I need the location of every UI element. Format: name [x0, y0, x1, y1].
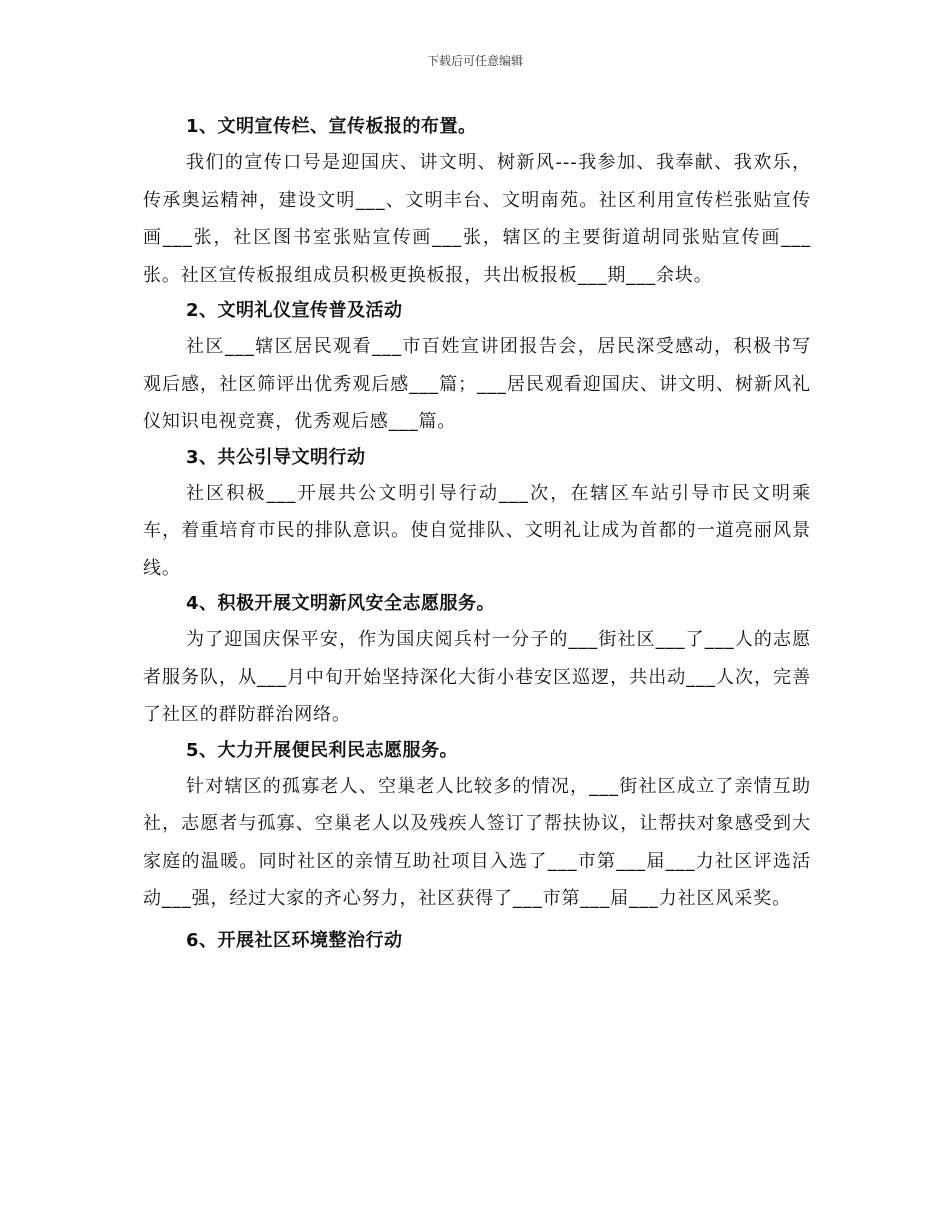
section-heading: 2、文明礼仪宣传普及活动: [186, 300, 403, 321]
section-heading: 3、共公引导文明行动: [186, 446, 366, 468]
section-heading-6: 6、开展社区环境整治行动: [186, 929, 403, 951]
section-4: [143, 587, 811, 734]
section-heading: 4、积极开展文明新风安全志愿服务。: [186, 593, 496, 614]
section-heading: 5、大力开展便民利民志愿服务。: [186, 739, 459, 761]
section-paragraph: 社区积极___开展共公文明引导行动___次，在辖区车站引导市民文明乘车，着重培育市民的排队意识。使自觉排队、文明礼让成为首都的一道亮丽风景线。: [143, 482, 811, 579]
section-2: [143, 294, 811, 441]
section-paragraph: 为了迎国庆保平安，作为国庆阅兵村一分子的___街社区___了___人的志愿者服务队，从___月中旬开始坚持深化大街小巷安区巡逻，共出动___人次，完善了社区的群防群治网络。: [143, 629, 811, 725]
section-1: [143, 110, 811, 294]
section-paragraph: 社区___辖区居民观看___市百姓宣讲团报告会，居民深受感动，积极书写观后感，社区筛评出优秀观后感___篇；___居民观看迎国庆、讲文明、树新风礼仪知识电视竞赛，优秀观后感___篇。: [143, 336, 811, 432]
section-5: [143, 734, 811, 918]
section-paragraph: 针对辖区的孤寡老人、空巢老人比较多的情况，___街社区成立了亲情互助社，志愿者与孤寡、空巢老人以及残疾人签订了帮扶协议，让帮扶对象感受到大家庭的温暖。同时社区的亲情互助社项目入选了___市第___届___力社区评选活动___强，经过大家的齐心努力，社区获得了___市第___届___力社区风采奖。: [143, 775, 811, 909]
section-heading: 1、文明宣传栏、宣传板报的布置。: [186, 116, 477, 137]
section-3: [143, 441, 811, 588]
section-paragraph: 我们的宣传口号是迎国庆、讲文明、树新风---我参加、我奉献、我欢乐，传承奥运精神，建设文明___、文明丰台、文明南苑。社区利用宣传栏张贴宣传画___张，社区图书室张贴宣传画___张，辖区的主要街道胡同张贴宣传画___张。社区宣传板报组成员积极更换板报，共出板报板___期___余块。: [143, 152, 811, 286]
document-body: [143, 110, 811, 958]
page-header: 下载后可任意编辑: [426, 54, 523, 68]
